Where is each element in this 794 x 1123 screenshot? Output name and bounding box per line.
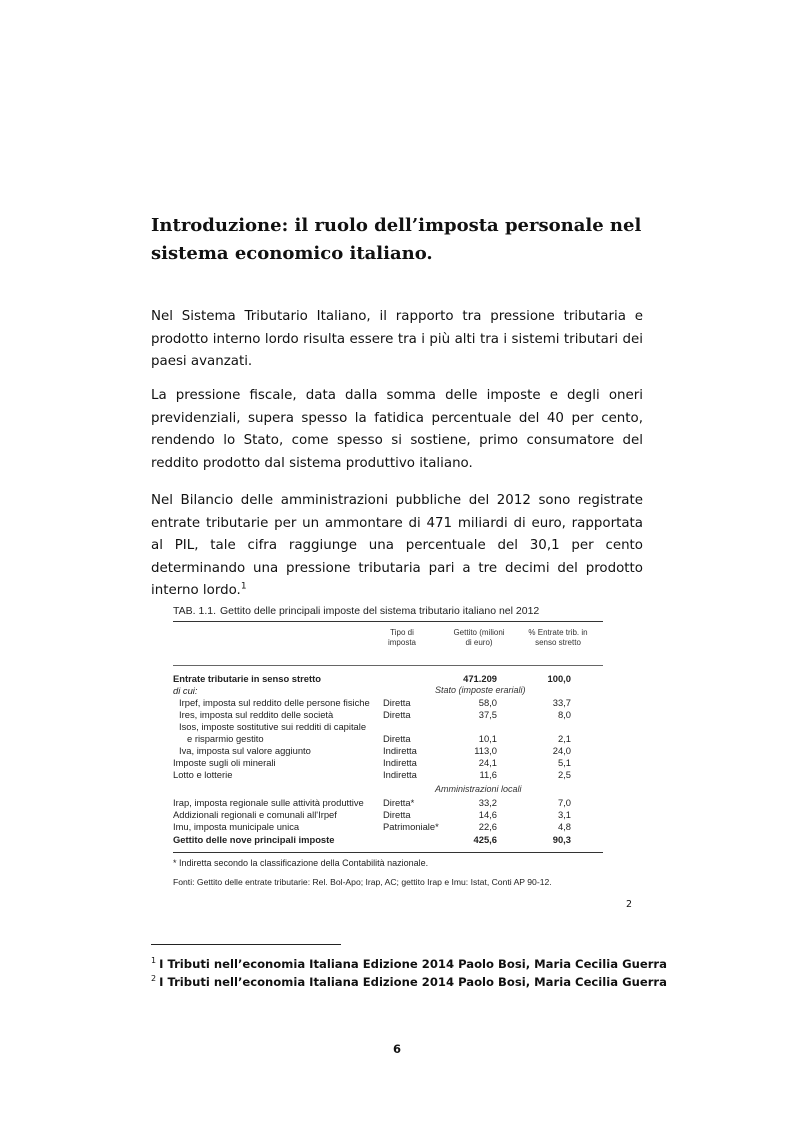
table-row (173, 757, 603, 768)
row-tipo: Diretta (383, 733, 411, 744)
table-top-rule (173, 621, 603, 622)
footnote-separator (151, 944, 341, 945)
column-header-tipo: Tipo di imposta (387, 628, 416, 647)
footnote-2 (151, 975, 667, 989)
row-tipo: Indiretta (383, 769, 417, 780)
table-row-sum (173, 834, 603, 845)
footnote-ref-1[interactable]: 1 (240, 581, 247, 592)
row-gettito: 22,6 (478, 821, 497, 832)
row-label: Entrate tributarie in senso stretto (173, 673, 321, 684)
row-label: Irpef, imposta sul reddito delle persone fisiche (179, 697, 370, 708)
row-label: Gettito delle nove principali imposte (173, 834, 335, 845)
row-tipo: Diretta* (383, 797, 415, 808)
table-header-rule (173, 665, 603, 666)
row-pct: 7,0 (557, 797, 571, 808)
row-label: Ires, imposta sul reddito delle società (179, 709, 334, 720)
table-note: * Indiretta secondo la classificazione della Contabilità nazionale. (173, 858, 429, 868)
row-pct: 2,1 (557, 733, 571, 744)
paragraph-1: Nel Sistema Tributario Italiano, il rapporto tra pressione tributaria e prodotto interno lordo risulta essere tra i più alti tra i sistemi tributari dei paesi avanzati. (151, 309, 643, 369)
table-source: Fonti: Gettito delle entrate tributarie: Rel. Bol-Apo; Irap, AC; gettito Irap e Imu: Istat, Conti AP 90-12. (173, 877, 552, 887)
table-row-dicui (173, 685, 603, 696)
tax-revenue-table (173, 601, 603, 893)
footnote-text: I Tributi nell’economia Italiana Edizione 2014 Paolo Bosi, Maria Cecilia Guerra (159, 957, 667, 971)
table-row (173, 809, 603, 820)
row-pct: 2,5 (557, 769, 571, 780)
row-tipo: Indiretta (383, 745, 417, 756)
row-pct: 100,0 (547, 673, 571, 684)
paragraph-3 (151, 490, 643, 603)
footnote-number: 1 (151, 956, 157, 966)
row-gettito: 58,0 (478, 697, 497, 708)
row-tipo: Diretta (383, 809, 411, 820)
table-row (173, 733, 603, 744)
row-label: Lotto e lotterie (173, 769, 233, 780)
table-bottom-rule (173, 852, 603, 853)
section-label-stato: Stato (imposte erariali) (435, 685, 526, 695)
row-pct: 8,0 (557, 709, 571, 720)
row-pct: 3,1 (557, 809, 571, 820)
table-row (173, 769, 603, 780)
row-label: Imu, imposta municipale unica (173, 821, 300, 832)
row-label: Imposte sugli oli minerali (173, 757, 276, 768)
paragraph-2: La pressione fiscale, data dalla somma delle imposte e degli oneri previdenziali, supera spesso la fatidica percentuale del 40 per cento, rendendo lo Stato, come spesso si sostiene, primo consumatore del reddito prodotto dal sistema produttivo italiano. (151, 388, 643, 471)
row-tipo: Diretta (383, 709, 411, 720)
row-gettito: 425,6 (473, 834, 497, 845)
row-label: e risparmio gestito (187, 733, 264, 744)
table-row (173, 745, 603, 756)
row-pct: 4,8 (557, 821, 571, 832)
table-row (173, 709, 603, 720)
table-title (173, 605, 539, 617)
row-gettito: 10,1 (478, 733, 497, 744)
row-gettito: 471.209 (463, 673, 497, 684)
footnote-text: I Tributi nell’economia Italiana Edizione 2014 Paolo Bosi, Maria Cecilia Guerra (159, 975, 667, 989)
row-label: Irap, imposta regionale sulle attività produttive (173, 797, 364, 808)
table-title-text: Gettito delle principali imposte del sistema tributario italiano nel 2012 (220, 605, 540, 617)
row-pct: 90,3 (552, 834, 571, 845)
row-gettito: 113,0 (474, 745, 497, 756)
row-label: Addizionali regionali e comunali all'Irpef (173, 809, 337, 820)
row-label: Iva, imposta sul valore aggiunto (179, 745, 311, 756)
section-label-locali: Amministrazioni locali (435, 784, 522, 794)
row-tipo: Patrimoniale* (383, 821, 439, 832)
row-tipo: Diretta (383, 697, 411, 708)
footnote-number: 2 (151, 974, 157, 984)
table-row-total (173, 673, 603, 684)
row-pct: 5,1 (557, 757, 571, 768)
row-pct: 33,7 (552, 697, 571, 708)
table-row (173, 821, 603, 832)
row-gettito: 14,6 (478, 809, 497, 820)
section-heading: Introduzione: il ruolo dell’imposta personale nel sistema economico italiano. (151, 215, 642, 264)
row-label: Isos, imposte sostitutive sui redditi di capitale (179, 721, 367, 732)
row-tipo: Indiretta (383, 757, 417, 768)
footnote-ref-2[interactable]: 2 (626, 899, 633, 910)
table-label: TAB. 1.1. (173, 605, 216, 617)
column-header-pct: % Entrate trib. in senso stretto (528, 628, 588, 647)
row-label: di cui: (173, 685, 198, 696)
row-gettito: 37,5 (478, 709, 497, 720)
row-pct: 24,0 (552, 745, 571, 756)
footnote-1 (151, 957, 667, 971)
row-gettito: 33,2 (478, 797, 497, 808)
paragraph-3-text: Nel Bilancio delle amministrazioni pubbliche del 2012 sono registrate entrate tributarie per un ammontare di 471 miliardi di euro, rapportata al PIL, tale cifra raggiunge una percentuale del 30,1 per cento determinando una pressione tributaria pari a tre decimi del prodotto interno lordo. (151, 493, 643, 598)
table-row (173, 721, 603, 732)
column-header-gettito: Gettito (milioni di euro) (453, 628, 505, 647)
table-row (173, 697, 603, 708)
row-gettito: 24,1 (478, 757, 497, 768)
table-row (173, 797, 603, 808)
page-number: 6 (392, 1042, 401, 1056)
row-gettito: 11,6 (479, 769, 497, 780)
